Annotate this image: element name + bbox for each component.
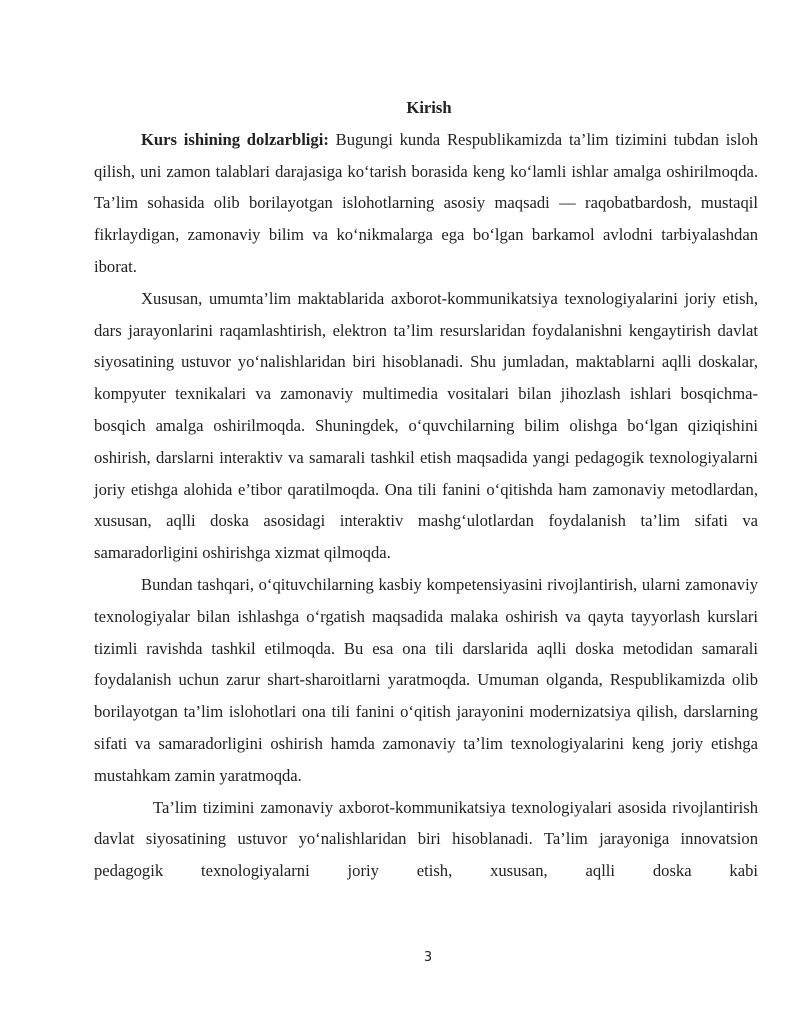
paragraph-modernization: Ta’lim tizimini zamonaviy axborot-kommunikatsiya texnologiyalari asosida rivojlantirish davlat siyosatining ustuvor yo‘nalishlaridan biri hisoblanadi. Ta’lim jarayoniga innovatsion pedagogik texnologiyalarni joriy etish, xususan, aqlli doska kabi [94, 797, 758, 881]
paragraph-ict: Xususan, umumta’lim maktablarida axborot-kommunikatsiya texnologiyalarini joriy etish, dars jarayonlarini raqamlashtirish, elektron ta’lim resurslaridan foydalanishni kengaytirish davlat siyosatining ustuvor yo‘nalishlaridan biri hisoblanadi. Shu jumladan, maktablarni aqlli doskalar, kompyuter texnikalari va zamonaviy multimedia vositalari bilan jihozlash ishlari bosqichma-bosqich amalga oshirilmoqda. Shuningdek, o‘quvchilarning bilim olishga bo‘lgan qiziqishini oshirish, darslarni interaktiv va samarali tashkil etish maqsadida yangi pedagogik texnologiyalarni joriy etishga alohida e’tibor qaratilmoqda. Ona tili fanini o‘qitishda ham zamonaviy metodlardan, xususan, aqlli doska asosidagi interaktiv mashg‘ulotlardan foydalanish ta’lim sifati va samaradorligini oshirishga xizmat qilmoqda. [94, 288, 758, 563]
page-content [94, 92, 758, 887]
paragraph-text: Bugungi kunda Respublikamizda ta’lim tizimini tubdan isloh qilish, uni zamon talablari darajasiga ko‘tarish borasida keng ko‘lamli ishlar amalga oshirilmoqda. Ta’lim sohasida olib borilayotgan islohotlarning asosiy maqsadi — raqobatbardosh, mustaqil fikrlaydigan, zamonaviy bilim va ko‘nikmalarga ega bo‘lgan barkamol avlodni tarbiyalashdan iborat. [94, 129, 758, 276]
paragraph-lead: Kurs ishining dolzarbligi: [141, 129, 329, 149]
page-number: 3 [423, 950, 433, 965]
section-heading: Kirish [406, 98, 452, 117]
paragraph-teachers: Bundan tashqari, o‘qituvchilarning kasbiy kompetensiyasini rivojlantirish, ularni zamonaviy texnologiyalar bilan ishlashga o‘rgatish maqsadida malaka oshirish va qayta tayyorlash kurslari tizimli ravishda tashkil etilmoqda. Bu esa ona tili darslarida aqlli doska metodidan samarali foydalanish uchun zarur shart-sharoitlarni yaratmoqda. Umuman olganda, Respublikamizda olib borilayotgan ta’lim islohotlari ona tili fanini o‘qitish jarayonini modernizatsiya qilish, darslarning sifati va samaradorligini oshirish hamda zamonaviy ta’lim texnologiyalarini keng joriy etishga mustahkam zamin yaratmoqda. [94, 574, 758, 785]
paragraph-relevance [94, 124, 758, 283]
